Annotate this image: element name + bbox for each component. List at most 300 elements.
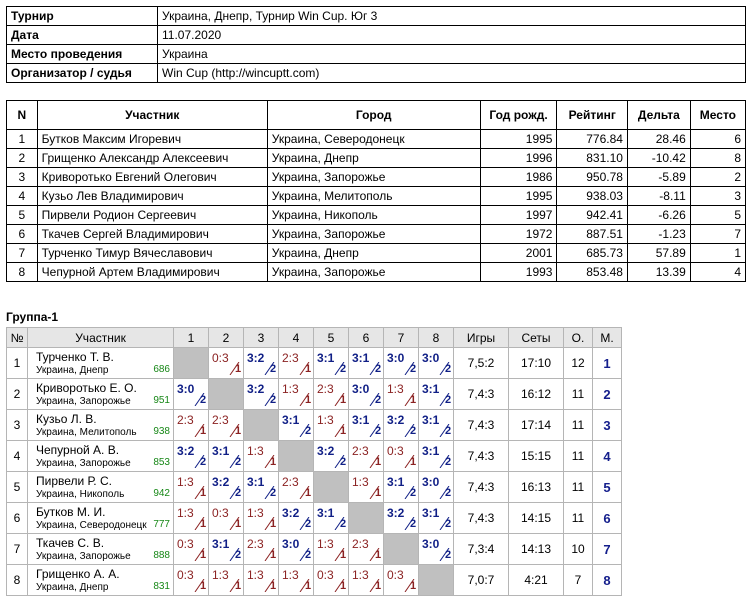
match-score: 1:3 [247,506,264,520]
match-result-cell [209,472,244,503]
info-value: Украина, Днепр, Турнир Win Cup. Юг 3 [158,7,746,26]
match-points: 1 [200,487,207,499]
match-result-cell [384,379,419,410]
match-result-cell [384,503,419,534]
match-points: 2 [305,425,312,437]
participant-cell: Турченко Тимур Вячеславович [37,244,267,263]
match-points: 2 [375,394,382,406]
match-score: 3:0 [387,351,405,365]
match-score: 1:3 [317,413,334,427]
match-result-cell [384,441,419,472]
participant-cell: Бутков Максим Игоревич [37,130,267,149]
group-row [7,379,622,410]
match-score: 0:3 [212,506,229,520]
info-row [7,26,746,45]
match-result-cell [349,534,384,565]
participant-cell: -6.26 [627,206,690,225]
player-rating: 777 [153,519,170,530]
match-points: 1 [410,456,417,468]
group-header: 1 [174,328,209,348]
participant-cell: 2 [690,168,745,187]
group-sets: 15:15 [509,441,564,472]
participants-header: N [7,101,38,130]
group-header: 7 [384,328,419,348]
group-header: № [7,328,28,348]
match-points: 1 [235,518,242,530]
match-points: 2 [270,363,277,375]
match-score: 3:1 [282,413,300,427]
group-place: 1 [593,348,622,379]
match-result-cell [209,565,244,596]
match-result-cell [244,503,279,534]
match-result-cell [419,441,454,472]
match-result-cell [314,379,349,410]
match-result-cell [209,410,244,441]
match-points: 2 [375,425,382,437]
participant-cell: 942.41 [557,206,627,225]
match-points: 1 [270,518,277,530]
participants-header: Город [267,101,480,130]
match-points: 1 [410,580,417,592]
player-name: Ткачев С. В. [36,536,105,550]
match-points: 1 [305,363,312,375]
match-result-cell [279,565,314,596]
match-points: 1 [410,394,417,406]
participant-cell: 6 [7,225,38,244]
match-points: 2 [410,518,417,530]
group-title: Группа-1 [6,310,59,324]
match-result-cell [314,441,349,472]
tournament-info-table [6,6,746,83]
group-sets: 17:14 [509,410,564,441]
info-value: Украина [158,45,746,64]
player-rating: 938 [153,426,170,437]
match-score: 3:1 [212,537,230,551]
match-score: 2:3 [212,413,229,427]
match-points: 2 [375,363,382,375]
group-header: Участник [28,328,174,348]
match-score: 3:2 [317,444,335,458]
participant-cell: 938.03 [557,187,627,206]
participant-cell: 1 [690,244,745,263]
match-score: 3:0 [422,475,440,489]
match-points: 2 [340,456,347,468]
match-result-cell [419,503,454,534]
group-row [7,472,622,503]
match-result-cell [244,534,279,565]
player-name: Криворотько Е. О. [36,381,137,395]
group-header: 5 [314,328,349,348]
participant-row [7,130,746,149]
participant-cell: Украина, Северодонецк [267,130,480,149]
participants-header: Участник [37,101,267,130]
group-results-table [6,327,622,596]
group-header: 4 [279,328,314,348]
participant-cell: 1972 [480,225,557,244]
match-result-cell [419,534,454,565]
participant-cell: Украина, Запорожье [267,263,480,282]
participant-cell: Кузьо Лев Владимирович [37,187,267,206]
group-row [7,410,622,441]
match-score: 2:3 [282,351,299,365]
match-score: 3:2 [387,413,405,427]
participant-cell: -1.23 [627,225,690,244]
participant-row [7,244,746,263]
player-name: Турченко Т. В. [36,350,114,364]
group-sets: 16:13 [509,472,564,503]
player-city: Украина, Северодонецк [36,520,147,531]
match-points: 1 [270,549,277,561]
info-row [7,45,746,64]
match-points: 1 [340,394,347,406]
participant-cell: 7 [7,244,38,263]
group-games: 7,5:2 [454,348,509,379]
match-points: 1 [200,425,207,437]
match-score: 3:1 [422,382,440,396]
group-row-number: 2 [7,379,28,410]
match-score: 3:2 [387,506,405,520]
participant-cell: 4 [690,263,745,282]
group-row-number: 4 [7,441,28,472]
participant-cell: 853.48 [557,263,627,282]
group-header: О. [564,328,593,348]
match-score: 3:0 [422,351,440,365]
match-score: 3:1 [317,506,335,520]
match-score: 0:3 [387,568,404,582]
participant-cell: 13.39 [627,263,690,282]
match-score: 3:1 [352,413,370,427]
match-points: 1 [270,456,277,468]
match-result-cell [419,379,454,410]
match-points: 2 [340,363,347,375]
group-row [7,534,622,565]
match-result-cell [174,565,209,596]
group-place: 7 [593,534,622,565]
info-value: 11.07.2020 [158,26,746,45]
match-score: 3:1 [422,506,440,520]
player-city: Украина, Мелитополь [36,427,137,438]
match-points: 2 [445,363,452,375]
group-row-number: 3 [7,410,28,441]
match-points: 2 [235,549,242,561]
self-match-cell [244,410,279,441]
group-sets: 16:12 [509,379,564,410]
group-player [28,379,174,410]
participant-cell: Грищенко Александр Алексеевич [37,149,267,168]
group-header: М. [593,328,622,348]
group-sets: 17:10 [509,348,564,379]
self-match-cell [349,503,384,534]
match-score: 1:3 [282,382,299,396]
match-score: 1:3 [247,444,264,458]
participant-cell: Украина, Мелитополь [267,187,480,206]
match-score: 3:0 [352,382,370,396]
match-score: 3:2 [177,444,195,458]
match-result-cell [384,565,419,596]
participant-cell: 1995 [480,187,557,206]
group-place: 6 [593,503,622,534]
info-key: Место проведения [7,45,158,64]
match-score: 3:2 [247,351,265,365]
participants-header: Место [690,101,745,130]
group-games: 7,0:7 [454,565,509,596]
match-score: 2:3 [317,382,334,396]
group-points: 11 [564,503,593,534]
participant-cell: 4 [7,187,38,206]
group-games: 7,4:3 [454,410,509,441]
player-rating: 831 [153,581,170,592]
match-points: 1 [235,425,242,437]
match-points: 2 [410,425,417,437]
match-points: 1 [375,456,382,468]
match-points: 2 [410,487,417,499]
participant-cell: 1996 [480,149,557,168]
participant-row [7,263,746,282]
group-row [7,565,622,596]
match-points: 1 [200,580,207,592]
player-name: Кузьо Л. В. [36,412,97,426]
group-header: 6 [349,328,384,348]
info-key: Дата [7,26,158,45]
match-score: 0:3 [317,568,334,582]
player-city: Украина, Запорожье [36,551,131,562]
self-match-cell [314,472,349,503]
group-points: 11 [564,441,593,472]
group-player [28,348,174,379]
match-points: 1 [340,580,347,592]
self-match-cell [279,441,314,472]
group-player [28,472,174,503]
participant-row [7,225,746,244]
match-score: 1:3 [352,568,369,582]
participant-cell: 5 [690,206,745,225]
match-result-cell [279,379,314,410]
match-points: 2 [445,487,452,499]
group-row-number: 8 [7,565,28,596]
participants-header: Дельта [627,101,690,130]
match-points: 2 [340,518,347,530]
participant-cell: Чепурной Артем Владимирович [37,263,267,282]
match-score: 3:0 [422,537,440,551]
match-points: 2 [270,487,277,499]
participant-cell: 57.89 [627,244,690,263]
group-header: Сеты [509,328,564,348]
group-points: 11 [564,410,593,441]
match-score: 1:3 [317,537,334,551]
participant-cell: 1986 [480,168,557,187]
match-result-cell [419,348,454,379]
participant-cell: 685.73 [557,244,627,263]
match-result-cell [279,534,314,565]
match-result-cell [279,503,314,534]
group-games: 7,3:4 [454,534,509,565]
match-score: 2:3 [352,444,369,458]
participant-row [7,187,746,206]
group-games: 7,4:3 [454,441,509,472]
participant-cell: 6 [690,130,745,149]
participant-cell: Украина, Никополь [267,206,480,225]
group-sets: 4:21 [509,565,564,596]
group-place: 8 [593,565,622,596]
match-result-cell [279,348,314,379]
group-row [7,348,622,379]
match-points: 2 [305,549,312,561]
participant-cell: Украина, Днепр [267,149,480,168]
participant-cell: 1 [7,130,38,149]
group-games: 7,4:3 [454,379,509,410]
group-header: Игры [454,328,509,348]
match-points: 1 [305,580,312,592]
match-score: 0:3 [387,444,404,458]
match-points: 2 [445,394,452,406]
match-result-cell [174,379,209,410]
group-points: 12 [564,348,593,379]
self-match-cell [174,348,209,379]
match-result-cell [314,503,349,534]
match-result-cell [419,410,454,441]
match-result-cell [244,348,279,379]
player-rating: 951 [153,395,170,406]
participant-cell: Пирвели Родион Сергеевич [37,206,267,225]
match-result-cell [209,441,244,472]
match-points: 1 [200,518,207,530]
match-score: 2:3 [282,475,299,489]
match-score: 3:1 [247,475,265,489]
group-row-number: 6 [7,503,28,534]
match-result-cell [174,472,209,503]
match-score: 1:3 [177,506,194,520]
participant-cell: 1997 [480,206,557,225]
match-score: 1:3 [387,382,404,396]
participant-cell: Украина, Запорожье [267,225,480,244]
participant-cell: 3 [7,168,38,187]
participant-cell: 1995 [480,130,557,149]
match-score: 3:1 [317,351,335,365]
match-score: 3:1 [387,475,405,489]
participant-cell: 5 [7,206,38,225]
group-row [7,441,622,472]
group-player [28,410,174,441]
group-place: 3 [593,410,622,441]
participant-cell: 1993 [480,263,557,282]
participant-cell: -10.42 [627,149,690,168]
group-row [7,503,622,534]
player-city: Украина, Никополь [36,489,125,500]
player-city: Украина, Запорожье [36,458,131,469]
player-rating: 686 [153,364,170,375]
match-score: 3:1 [422,413,440,427]
match-score: 0:3 [212,351,229,365]
group-player [28,565,174,596]
match-result-cell [314,565,349,596]
group-points: 7 [564,565,593,596]
match-score: 1:3 [282,568,299,582]
group-row-number: 5 [7,472,28,503]
match-score: 3:1 [352,351,370,365]
match-result-cell [314,348,349,379]
group-place: 4 [593,441,622,472]
group-player [28,534,174,565]
match-result-cell [174,503,209,534]
match-points: 2 [445,456,452,468]
match-score: 1:3 [177,475,194,489]
participant-cell: 3 [690,187,745,206]
participant-cell: 28.46 [627,130,690,149]
match-points: 1 [305,394,312,406]
match-score: 3:2 [247,382,265,396]
info-key: Турнир [7,7,158,26]
match-result-cell [174,534,209,565]
match-points: 2 [305,518,312,530]
player-rating: 942 [153,488,170,499]
match-result-cell [314,410,349,441]
match-points: 2 [200,394,207,406]
match-score: 2:3 [247,537,264,551]
player-name: Пирвели Р. С. [36,474,112,488]
match-score: 3:0 [282,537,300,551]
participant-row [7,168,746,187]
info-row [7,64,746,83]
participant-cell: 776.84 [557,130,627,149]
participant-cell: 7 [690,225,745,244]
match-score: 3:2 [282,506,300,520]
match-result-cell [349,441,384,472]
match-result-cell [349,379,384,410]
match-result-cell [384,472,419,503]
match-result-cell [279,472,314,503]
match-result-cell [349,472,384,503]
match-points: 1 [340,549,347,561]
match-points: 1 [375,487,382,499]
player-city: Украина, Запорожье [36,396,131,407]
match-score: 1:3 [352,475,369,489]
participant-cell: 887.51 [557,225,627,244]
participant-row [7,149,746,168]
match-score: 1:3 [247,568,264,582]
match-score: 2:3 [177,413,194,427]
match-result-cell [349,410,384,441]
participant-cell: -5.89 [627,168,690,187]
participant-cell: 8 [690,149,745,168]
match-result-cell [209,534,244,565]
match-points: 2 [445,425,452,437]
match-result-cell [244,379,279,410]
match-points: 1 [375,580,382,592]
group-header: 8 [419,328,454,348]
group-sets: 14:15 [509,503,564,534]
match-result-cell [384,348,419,379]
match-score: 1:3 [212,568,229,582]
group-header: 2 [209,328,244,348]
match-result-cell [314,534,349,565]
match-result-cell [174,441,209,472]
participant-cell: Криворотько Евгений Олегович [37,168,267,187]
group-sets: 14:13 [509,534,564,565]
player-name: Бутков М. И. [36,505,106,519]
participant-cell: Ткачев Сергей Владимирович [37,225,267,244]
match-points: 2 [445,518,452,530]
match-result-cell [174,410,209,441]
participant-cell: 2 [7,149,38,168]
player-rating: 888 [153,550,170,561]
self-match-cell [209,379,244,410]
participants-header: Рейтинг [557,101,627,130]
match-points: 2 [200,456,207,468]
group-points: 10 [564,534,593,565]
match-result-cell [209,503,244,534]
match-score: 0:3 [177,537,194,551]
player-city: Украина, Днепр [36,582,109,593]
